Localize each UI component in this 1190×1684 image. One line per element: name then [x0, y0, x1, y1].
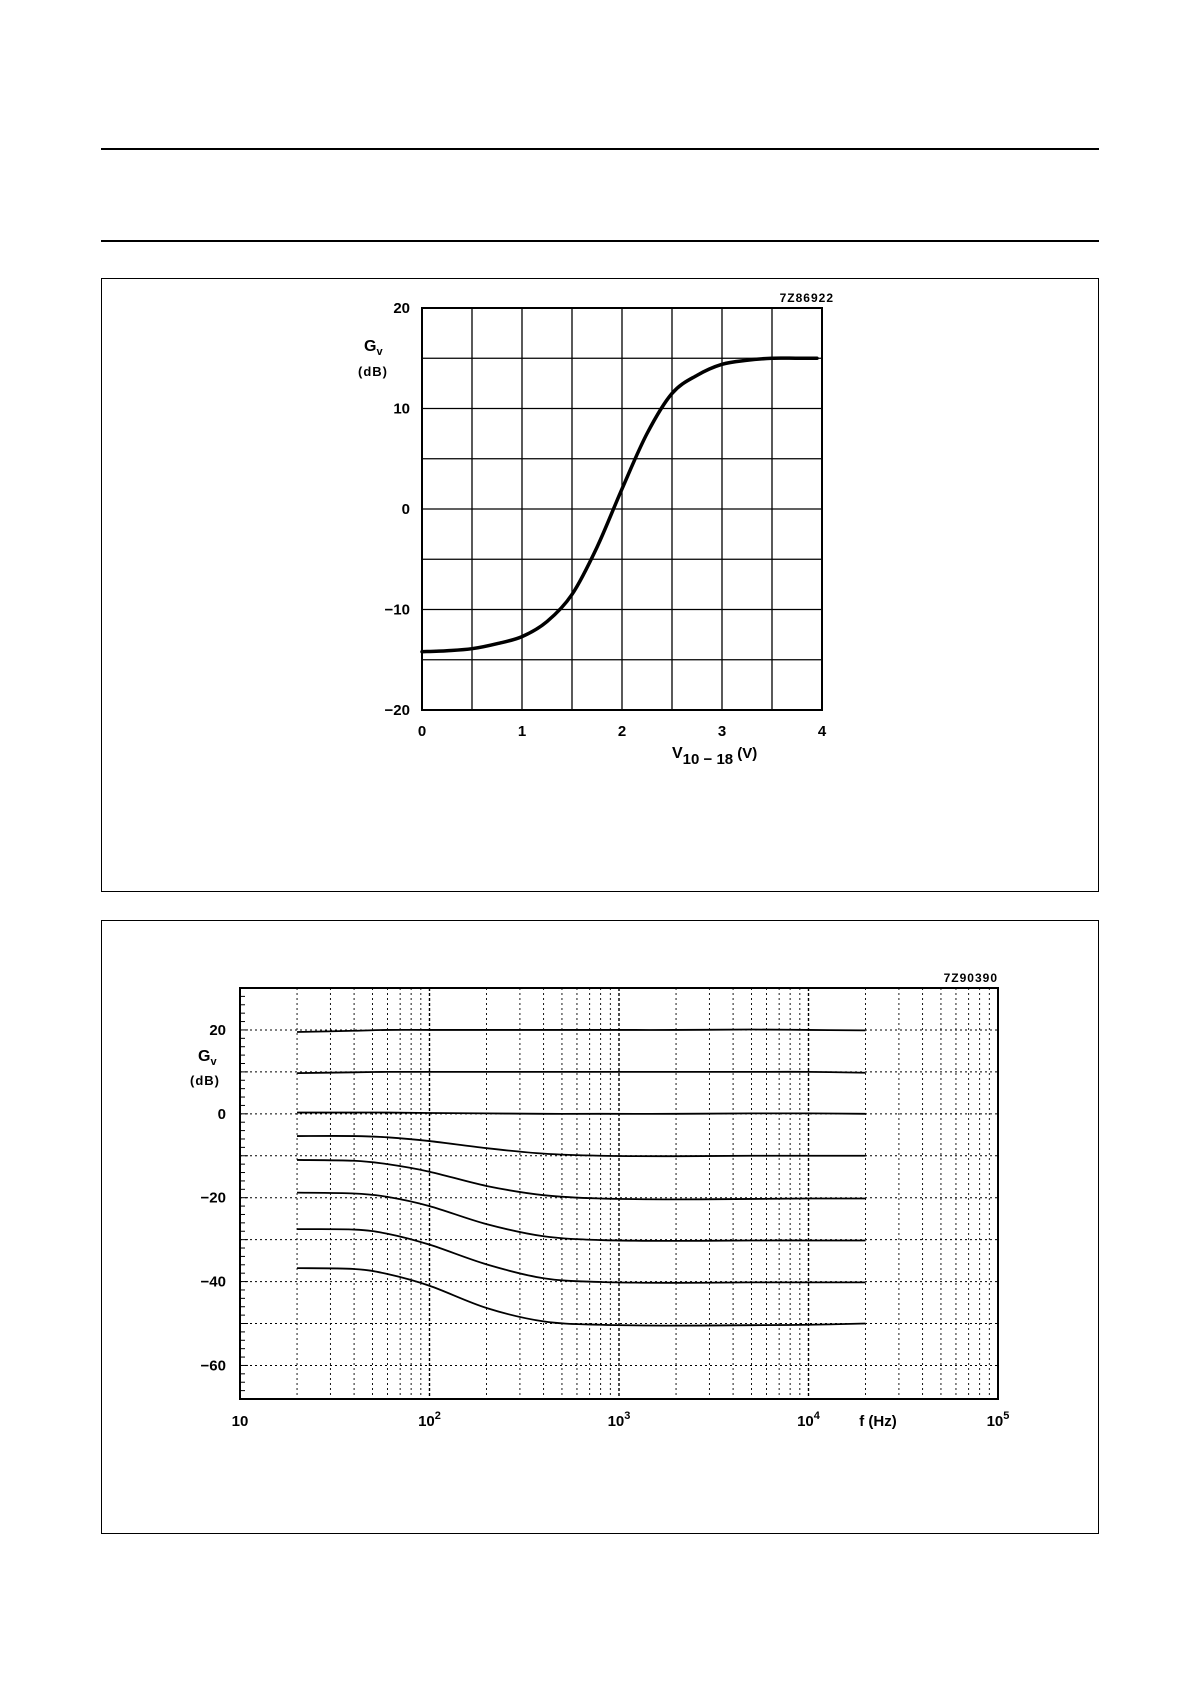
x-tick-label: 3	[717, 723, 727, 740]
y-tick-label: −60	[200, 1357, 226, 1375]
y-axis-label: $G_v$	[198, 1048, 217, 1068]
response-curve-1	[297, 1030, 866, 1033]
x-axis-label: f (Hz)	[859, 1413, 897, 1430]
y-tick-label: −20	[200, 1189, 226, 1207]
response-curve-4	[297, 1136, 866, 1156]
gain-vs-control-voltage-chart	[102, 279, 1098, 891]
y-tick-label: 0	[401, 501, 410, 518]
x-tick-label: 10	[231, 1413, 249, 1430]
y-axis-unit: (dB)	[358, 364, 388, 379]
y-tick-label: 0	[217, 1105, 226, 1123]
y-axis-label: $G_v$	[364, 338, 383, 358]
x-tick-label: 0	[417, 723, 427, 740]
y-tick-label: 10	[393, 400, 410, 418]
y-tick-label: 20	[393, 300, 410, 317]
figure-panel-gain-vs-frequency	[101, 920, 1099, 1534]
y-tick-label: −10	[384, 601, 410, 619]
response-curve-5	[297, 1160, 866, 1199]
y-tick-label: −40	[200, 1273, 226, 1291]
figure-code: 7Z86922	[779, 291, 834, 305]
gain-curve	[422, 358, 817, 652]
x-tick-label: $10^5$	[986, 1410, 1010, 1430]
y-tick-label: 20	[209, 1021, 226, 1039]
x-axis-label: V10 − 18 (V)	[672, 745, 758, 768]
x-tick-label: 4	[817, 723, 827, 740]
header-rule-bottom	[101, 240, 1099, 242]
header-rule-top	[101, 148, 1099, 150]
x-tick-label: 1	[517, 723, 527, 740]
response-curve-2	[297, 1072, 866, 1073]
response-curve-8	[297, 1268, 866, 1325]
x-tick-label: $10^4$	[797, 1410, 820, 1430]
gain-vs-frequency-chart	[102, 921, 1098, 1533]
figure-code: 7Z90390	[943, 971, 998, 985]
figure-panel-gain-vs-voltage	[101, 278, 1099, 892]
y-axis-unit: (dB)	[190, 1073, 220, 1088]
x-tick-label: $10^3$	[607, 1410, 631, 1430]
y-tick-label: −20	[384, 702, 410, 719]
x-tick-label: 2	[617, 723, 627, 740]
x-tick-label: $10^2$	[418, 1410, 441, 1430]
response-curve-7	[297, 1229, 866, 1283]
response-curve-3	[297, 1113, 866, 1114]
